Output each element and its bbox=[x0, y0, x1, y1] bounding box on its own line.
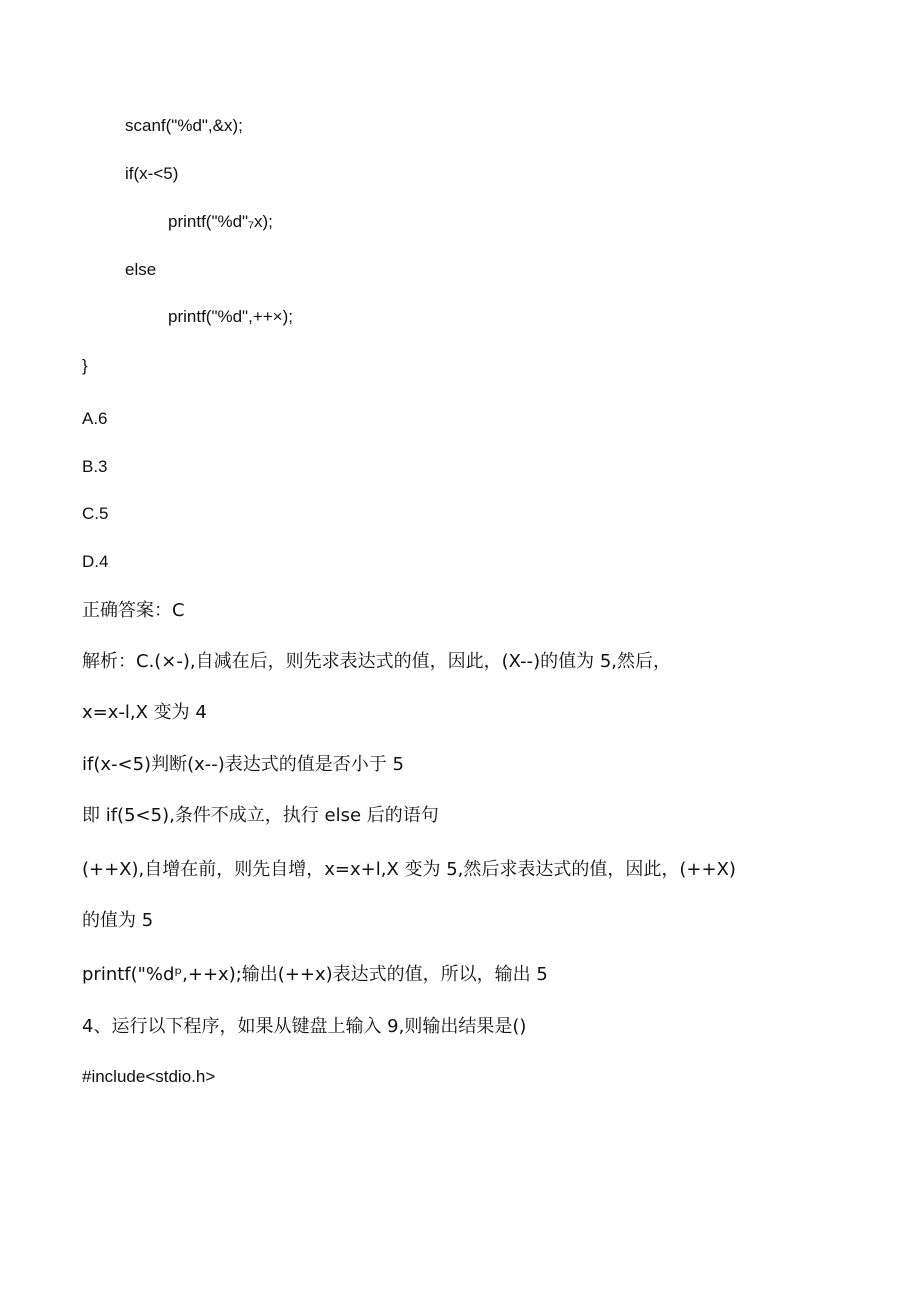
analysis-line-2: x=x-l,X 变为 4 bbox=[82, 702, 207, 723]
code-line-printf-2: printf("%d",++×); bbox=[168, 307, 293, 326]
analysis-line-7: printf("%dᵖ,++x);输出(++x)表达式的值，所以，输出 5 bbox=[82, 964, 548, 985]
code-line-scanf: scanf("%d",&x); bbox=[125, 116, 243, 135]
option-c: C.5 bbox=[82, 504, 109, 523]
correct-answer: 正确答案：C bbox=[82, 600, 185, 621]
analysis-line-6: 的值为 5 bbox=[82, 910, 154, 931]
code-line-close-brace: } bbox=[82, 356, 88, 375]
code-line-include: #include<stdio.h> bbox=[82, 1067, 216, 1086]
analysis-line-4: 即 if(5<5),条件不成立，执行 else 后的语句 bbox=[82, 805, 439, 826]
option-a: A.6 bbox=[82, 409, 108, 428]
code-line-printf-1: printf("%d"₇x); bbox=[168, 212, 273, 231]
code-line-else: else bbox=[125, 260, 157, 279]
option-d: D.4 bbox=[82, 552, 109, 571]
question-4: 4、运行以下程序，如果从键盘上输入 9,则输出结果是() bbox=[82, 1016, 527, 1037]
analysis-line-3: if(x-<5)判断(x--)表达式的值是否小于 5 bbox=[82, 754, 404, 775]
analysis-line-5: (++X),自增在前，则先自增，x=x+l,X 变为 5,然后求表达式的值，因此，(++X) bbox=[82, 859, 736, 880]
analysis-line-1: 解析：C.(×-),自减在后，则先求表达式的值，因此，(X--)的值为 5,然后， bbox=[82, 651, 671, 672]
option-b: B.3 bbox=[82, 457, 108, 476]
code-line-if: if(x-<5) bbox=[125, 164, 179, 183]
